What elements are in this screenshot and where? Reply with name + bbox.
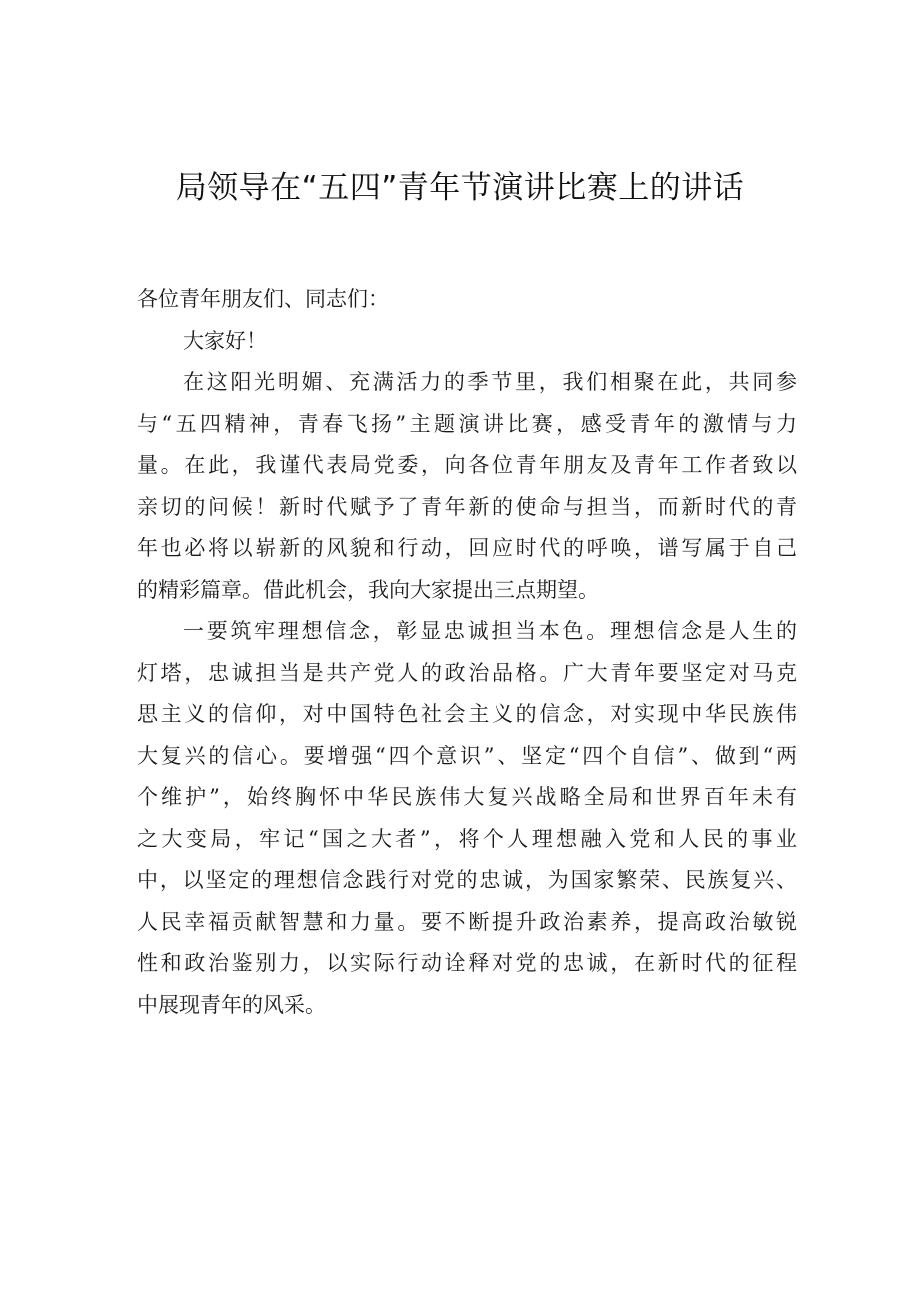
salutation-line: 各位青年朋友们、同志们： (137, 287, 389, 311)
paragraph-1 (137, 362, 797, 611)
paragraph-line: 亲切的问候！新时代赋予了青年新的使命与担当，而新时代的青 (137, 494, 797, 519)
paragraph-line: 与“五四精神，青春飞扬”主题演讲比赛，感受青年的激情与力 (137, 411, 797, 436)
paragraph-line: 人民幸福贡献智慧和力量。要不断提升政治素养，提高政治敏锐 (137, 909, 797, 934)
paragraph-line: 量。在此，我谨代表局党委，向各位青年朋友及青年工作者致以 (137, 453, 797, 477)
paragraph-line: 中，以坚定的理想信念践行对党的忠诚，为国家繁荣、民族复兴、 (137, 868, 797, 892)
document-title: 局领导在“五四”青年节演讲比赛上的讲话 (175, 170, 745, 206)
paragraph-line: 在这阳光明媚、充满活力的季节里，我们相聚在此，共同参 (183, 370, 797, 394)
paragraph-line: 灯塔，忠诚担当是共产党人的政治品格。广大青年要坚定对马克 (137, 660, 797, 685)
paragraph-line: 年也必将以崭新的风貌和行动，回应时代的呼唤，谱写属于自己 (137, 536, 797, 560)
paragraph-2 (137, 611, 797, 1026)
paragraph-line: 性和政治鉴别力，以实际行动诠释对党的忠诚，在新时代的征程 (137, 951, 797, 975)
paragraph-line: 思主义的信仰，对中国特色社会主义的信念，对实现中华民族伟 (137, 702, 797, 726)
greeting-line: 大家好！ (183, 328, 267, 353)
document-body (137, 279, 797, 1026)
paragraph-line: 之大变局，牢记“国之大者”，将个人理想融入党和人民的事业 (137, 826, 797, 851)
paragraph-line: 个维护”，始终胸怀中华民族伟大复兴战略全局和世界百年未有 (137, 785, 797, 809)
paragraph-line: 大复兴的信心。要增强“四个意识”、坚定“四个自信”、做到“两 (137, 743, 797, 768)
paragraph-line: 中展现青年的风采。 (137, 992, 326, 1017)
paragraph-line: 一要筑牢理想信念，彰显忠诚担当本色。理想信念是人生的 (183, 619, 797, 643)
paragraph-line: 的精彩篇章。借此机会，我向大家提出三点期望。 (137, 577, 599, 602)
